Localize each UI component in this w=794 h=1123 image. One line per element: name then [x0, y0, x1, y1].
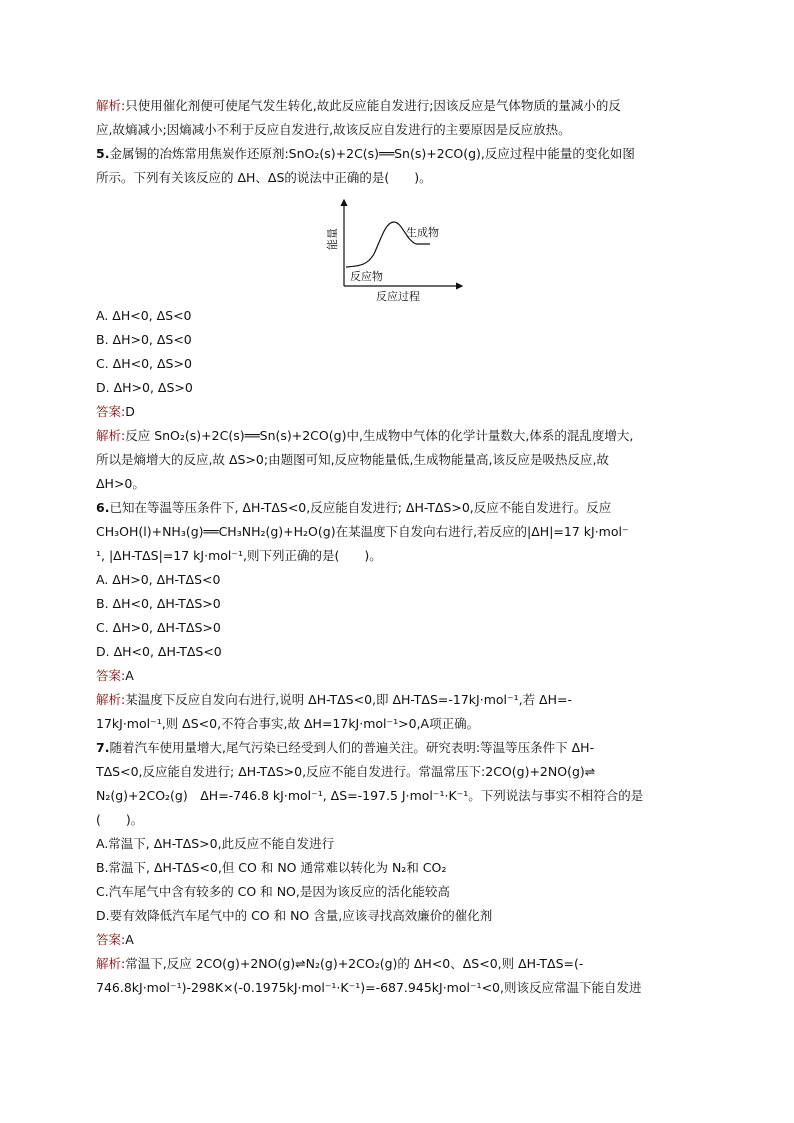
q7-stem-line-1	[96, 736, 700, 760]
answer-label: 答案:	[96, 668, 126, 683]
q5-answer	[96, 400, 700, 424]
q5-option-a: A. ΔH<0, ΔS<0	[96, 308, 192, 323]
reactant-label: 反应物	[350, 270, 383, 283]
analysis-label: 解析:	[96, 98, 126, 113]
question-number: 7.	[96, 740, 110, 755]
q5-answer-value: D	[125, 404, 135, 419]
q6-analysis-line-1	[96, 688, 700, 712]
q7-stem-line-2: TΔS<0,反应能自发进行; ΔH-TΔS>0,反应不能自发进行。常温常压下:2CO(g)+2NO(g)⇌	[96, 764, 596, 779]
q5-stem-text-1: 金属锡的冶炼常用焦炭作还原剂:SnO₂(s)+2C(s)══Sn(s)+2CO(g),反应过程中能量的变化如图	[109, 146, 635, 161]
q7-answer	[96, 928, 700, 952]
q5-option-b: B. ΔH>0, ΔS<0	[96, 332, 192, 347]
q4-analysis-line-1	[96, 94, 700, 118]
analysis-label: 解析:	[96, 428, 126, 443]
analysis-label: 解析:	[96, 692, 126, 707]
q7-stem-text-1: 随着汽车使用量增大,尾气污染已经受到人们的普遍关注。研究表明:等温等压条件下 ΔH-	[109, 740, 595, 755]
q7-analysis-line-1	[96, 952, 700, 976]
energy-diagram-svg	[326, 192, 472, 303]
q6-analysis-line-2: 17kJ·mol⁻¹,则 ΔS<0,不符合事实,故 ΔH=17kJ·mol⁻¹>0,A项正确。	[96, 716, 480, 731]
q5-stem-line-2: 所示。下列有关该反应的 ΔH、ΔS的说法中正确的是( )。	[96, 170, 432, 185]
answer-label: 答案:	[96, 932, 126, 947]
q7-option-b: B.常温下, ΔH-TΔS<0,但 CO 和 NO 通常难以转化为 N₂和 CO₂	[96, 860, 447, 875]
q6-option-c: C. ΔH>0, ΔH-TΔS>0	[96, 620, 221, 635]
energy-diagram	[96, 192, 700, 304]
q6-answer	[96, 664, 700, 688]
q7-stem-line-4: ( )。	[96, 812, 144, 827]
q7-stem-line-3: N₂(g)+2CO₂(g) ΔH=-746.8 kJ·mol⁻¹, ΔS=-197.5 J·mol⁻¹·K⁻¹。下列说法与事实不相符合的是	[96, 788, 644, 803]
q5-analysis-text-1: 反应 SnO₂(s)+2C(s)══Sn(s)+2CO(g)中,生成物中气体的化学计量数大,体系的混乱度增大,	[125, 428, 634, 443]
q5-stem-line-1	[96, 142, 700, 166]
q6-option-b: B. ΔH<0, ΔH-TΔS>0	[96, 596, 221, 611]
product-label: 生成物	[406, 226, 439, 239]
q7-option-a: A.常温下, ΔH-TΔS>0,此反应不能自发进行	[96, 836, 335, 851]
document-page	[96, 94, 700, 1000]
q7-answer-value: A	[125, 932, 134, 947]
q6-answer-value: A	[125, 668, 134, 683]
q6-stem-line-3: ¹, |ΔH-TΔS|=17 kJ·mol⁻¹,则下列正确的是( )。	[96, 548, 382, 563]
q6-stem-text-1: 已知在等温等压条件下, ΔH-TΔS<0,反应能自发进行; ΔH-TΔS>0,反应不能自发进行。反应	[109, 500, 612, 515]
q6-analysis-text-1: 某温度下反应自发向右进行,说明 ΔH-TΔS<0,即 ΔH-TΔS=-17kJ·mol⁻¹,若 ΔH=-	[125, 692, 572, 707]
analysis-label: 解析:	[96, 956, 126, 971]
q7-option-d: D.要有效降低汽车尾气中的 CO 和 NO 含量,应该寻找高效廉价的催化剂	[96, 908, 493, 923]
q5-option-c: C. ΔH<0, ΔS>0	[96, 356, 192, 371]
q6-stem-line-1	[96, 496, 700, 520]
question-number: 6.	[96, 500, 110, 515]
q4-analysis-line-2: 应,故熵减小;因熵减小不利于反应自发进行,故该反应自发进行的主要原因是反应放热。	[96, 122, 571, 137]
question-number: 5.	[96, 146, 110, 161]
q6-option-a: A. ΔH>0, ΔH-TΔS<0	[96, 572, 221, 587]
y-axis-label: 能量	[326, 228, 339, 250]
q6-option-d: D. ΔH<0, ΔH-TΔS<0	[96, 644, 222, 659]
q7-analysis-line-2: 746.8kJ·mol⁻¹)-298K×(-0.1975kJ·mol⁻¹·K⁻¹)=-687.945kJ·mol⁻¹<0,则该反应常温下能自发进	[96, 980, 642, 995]
q4-analysis-text-1: 只使用催化剂便可使尾气发生转化,故此反应能自发进行;因该反应是气体物质的量减小的反	[125, 98, 621, 113]
q5-analysis-line-2: 所以是熵增大的反应,故 ΔS>0;由题图可知,反应物能量低,生成物能量高,该反应是吸热反应,故	[96, 452, 609, 467]
x-axis-label: 反应过程	[376, 290, 420, 303]
q5-analysis-line-1	[96, 424, 700, 448]
q6-stem-line-2: CH₃OH(l)+NH₃(g)══CH₃NH₂(g)+H₂O(g)在某温度下自发向右进行,若反应的|ΔH|=17 kJ·mol⁻	[96, 524, 629, 539]
q7-analysis-text-1: 常温下,反应 2CO(g)+2NO(g)⇌N₂(g)+2CO₂(g)的 ΔH<0、ΔS<0,则 ΔH-TΔS=(-	[125, 956, 584, 971]
q5-analysis-line-3: ΔH>0。	[96, 476, 145, 491]
q7-option-c: C.汽车尾气中含有较多的 CO 和 NO,是因为该反应的活化能较高	[96, 884, 450, 899]
q5-option-d: D. ΔH>0, ΔS>0	[96, 380, 193, 395]
answer-label: 答案:	[96, 404, 126, 419]
